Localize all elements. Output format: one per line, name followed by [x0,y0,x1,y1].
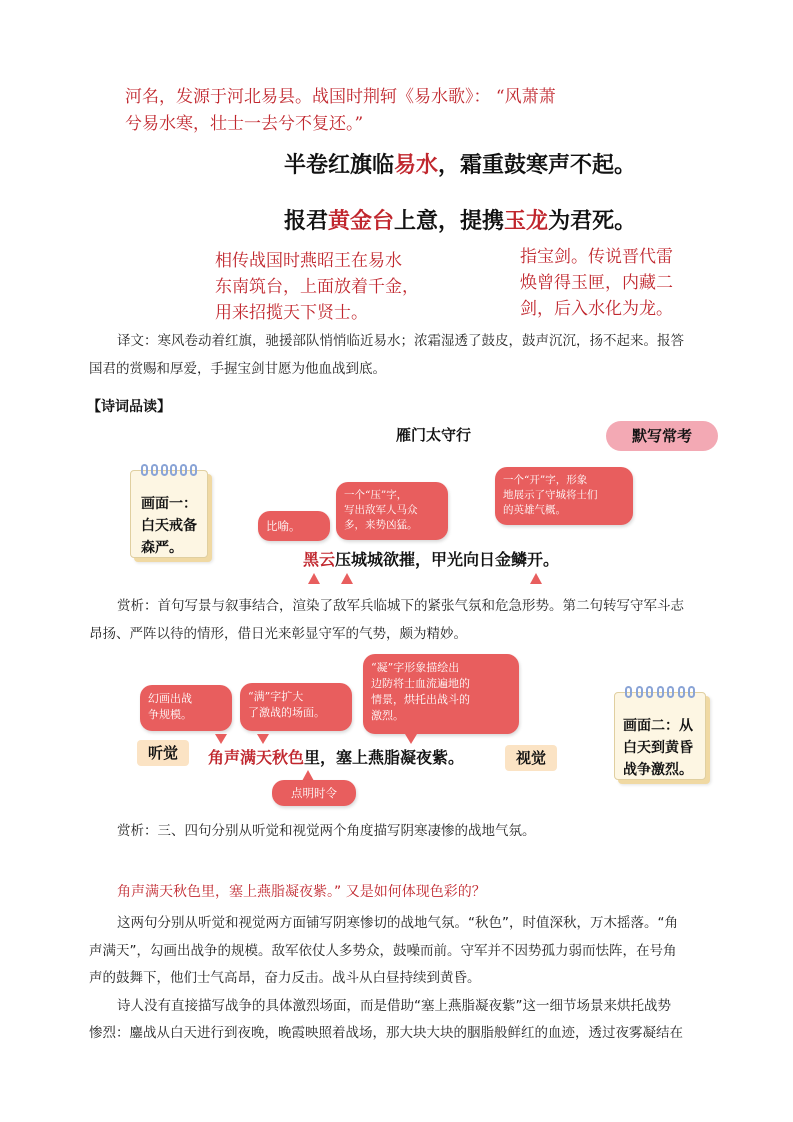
bubble-kai-line: 一个“开”字，形象 [503,474,588,486]
poem-line-1-part-a: 半卷红旗临 [284,153,395,178]
highlight-yulong: 玉龙 [504,209,549,234]
scene2-note [614,692,706,780]
bubble-ning [363,654,519,734]
poem-line-2-part-c: 为君死。 [548,209,637,234]
highlight-huangjintai: 黄金台 [328,209,395,234]
arrow-up-kai [530,573,542,584]
arrow-up-ya [341,573,353,584]
scene1-poem-rest: 压城城欲摧，甲光向日金鳞开。 [335,550,560,569]
poem-line-2-part-b: 上意，提携 [394,209,505,234]
note-rings [141,464,197,476]
section-heading: 【诗词品读】 [87,399,171,415]
note-yishui-line1: 河名，发源于河北易县。战国时荆轲《易水歌》： “风萧萧 [125,87,556,107]
bubble-ya-line: 写出敌军人马众 [344,504,418,516]
badge-dictation [606,421,718,451]
highlight-yishui: 易水 [394,153,439,178]
poem-line-2 [284,204,636,235]
bubble-war-line: 争规模。 [148,708,192,721]
note-yulong-line: 指宝剑。传说晋代雷 [520,247,673,267]
scene2-poem-line [208,745,464,768]
poem-line-1 [284,148,636,179]
tag-hearing [137,740,189,766]
note-yishui-line2: 兮易水寒，壮士一去兮不复还。” [125,114,364,134]
scene1-note-line: 白天戒备 [141,518,197,534]
question: 角声满天秋色里，塞上燕脂凝夜紫。” 又是如何体现色彩的？ [117,884,486,900]
scene1-note-text [141,493,197,559]
note-yishui [125,84,556,138]
tag-vision-label: 视觉 [515,749,546,767]
bubble-metaphor [258,511,330,541]
bubble-man-line: 了激战的场面。 [248,706,325,719]
scene2-note-line: 画面二：从 [623,718,693,734]
bubble-kai [495,467,633,525]
answer-line: 惨烈：鏖战从白天进行到夜晚，晚霞映照着战场，那大块大块的胭脂般鲜红的血迹，透过夜雾凝结在 [89,1025,683,1041]
analysis-1 [89,592,684,648]
answer-line: 这两句分别从听觉和视觉两方面铺写阴寒惨切的战地气氛。“秋色”，时值深秋，万木摇落。“角 [117,915,678,931]
bubble-ning-line: 边防将士血流遍地的 [371,677,470,690]
bubble-ya-line: 一个“压”字， [344,489,408,501]
tag-hearing-label: 听觉 [147,744,178,762]
arrow-up-heiyun [308,573,320,584]
bubble-kai-line: 的英雄气概。 [503,504,566,516]
poem-line-1-part-b: ，霜重鼓寒声不起。 [438,153,637,178]
scene1-note-line: 森严。 [141,540,183,556]
poem-title: 雁门太守行 [396,426,472,444]
note-yulong [520,244,673,322]
scene1-note-line: 画面一： [141,496,197,512]
bubble-season-text: 点明时令 [291,786,337,800]
scene1-note [130,470,208,558]
answer-line: 诗人没有直接描写战争的具体激烈场面，而是借助“塞上燕脂凝夜紫”这一细节场景来烘托战势 [117,997,671,1014]
highlight-jiaosheng: 角声满天秋色 [208,748,305,767]
badge-label: 默写常考 [631,427,692,445]
bubble-ning-line: “凝”字形象描绘出 [371,661,460,674]
answer-line: 声满天”，勾画出战争的规模。敌军依仗人多势众，鼓噪而前。守军并不因势孤力弱而怯阵，在号角 [89,942,677,959]
note-huangjintai-line: 用来招揽天下贤士。 [215,303,368,323]
arrow-down-man [257,734,269,744]
arrow-down-war [215,734,227,744]
bubble-ya [336,482,448,540]
scene2-note-text [623,715,693,781]
note-yulong-line: 剑，后入水化为龙。 [520,299,673,319]
scene2-poem-rest: 里，塞上燕脂凝夜紫。 [304,748,465,767]
bubble-ning-line: 激烈。 [371,709,404,722]
note-rings [625,686,695,698]
arrow-down-ning [405,734,417,744]
scene2-note-line: 战争激烈。 [623,762,693,778]
bubble-kai-line: 地展示了守城将士们 [503,489,598,501]
note-huangjintai-line: 相传战国时燕昭王在易水 [215,251,402,271]
note-huangjintai [215,248,419,326]
translation [89,327,717,383]
analysis-1-line-1: 赏析：首句写景与叙事结合，渲染了敌军兵临城下的紧张气氛和危急形势。第二句转写守军斗志 [117,598,684,614]
poem-line-2-part-a: 报君 [284,209,329,234]
scene1-poem-line [303,547,559,570]
bubble-man [240,683,352,731]
translation-line-2: 国君的赏赐和厚爱，手握宝剑甘愿为他血战到底。 [89,361,386,377]
translation-line-1: 译文：寒风卷动着红旗，驰援部队悄悄临近易水；浓霜湿透了鼓皮，鼓声沉沉，扬不起来。报答 [117,333,684,349]
bubble-ya-line: 多，来势凶猛。 [344,519,418,531]
analysis-1-line-2: 昂扬、严阵以待的情形，借日光来彰显守军的气势，颇为精妙。 [89,626,467,642]
bubble-man-line: “满”字扩大 [248,690,304,703]
scene2-note-line: 白天到黄昏 [623,740,693,756]
bubble-ning-line: 情景，烘托出战斗的 [371,693,470,706]
note-yulong-line: 焕曾得玉匣，内藏二 [520,273,673,293]
bubble-metaphor-text: 比喻。 [266,519,301,533]
answer [89,910,683,1048]
note-huangjintai-line: 东南筑台，上面放着千金， [215,277,419,297]
bubble-war-scale [140,685,232,731]
answer-line: 声的鼓舞下，他们士气高昂，奋力反击。战斗从白昼持续到黄昏。 [89,970,481,986]
tag-vision [505,745,557,771]
bubble-war-line: 幻画出战 [148,692,192,705]
analysis-2: 赏析：三、四句分别从听觉和视觉两个角度描写阴寒凄惨的战地气氛。 [117,823,536,839]
highlight-heiyun: 黑云 [303,550,336,569]
bubble-season [272,780,356,806]
